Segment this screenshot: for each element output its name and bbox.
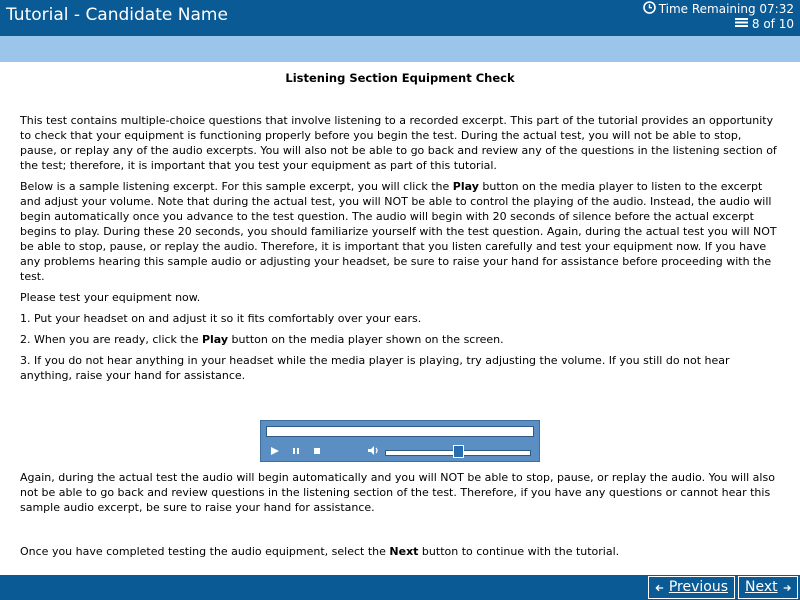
sample-text-play: Play (452, 180, 479, 193)
previous-button[interactable] (648, 576, 735, 599)
sample-text-c: button on the media player to listen to the excerpt and adjust your volume. Note that during the actual test, you will NOT be able to control the playing of the audio. Instead, the audio will begin automatically once you advance to the test question. The audio will begin with 20 seconds of silence before the actual excerpt begins to play. During these 20 seconds, you should familiarize yourself with the test question. Again, during the actual test you will NOT be able to stop, pause, or replay the audio. Therefore, it is important that you listen carefully and test your equipment now. If you have any problems hearing this sample audio or adjusting your headset, be sure to raise your hand for assistance before proceeding with the test. (20, 180, 777, 283)
header-bar (0, 0, 800, 36)
test-now-paragraph: Please test your equipment now. (20, 291, 201, 304)
app-title: Tutorial - Candidate Name (6, 5, 228, 25)
stop-button[interactable] (312, 446, 322, 459)
reminder-paragraph: Again, during the actual test the audio will begin automatically and you will NOT be able to stop, pause, or replay the audio. You will also not be able to go back and review questions in the listening section of the test. Therefore, if you have any questions or cannot hear this sample audio excerpt, be sure to raise your hand for assistance. (20, 471, 775, 514)
previous-label: Previous (668, 579, 728, 595)
pause-button[interactable] (291, 446, 301, 459)
step-1: 1. Put your headset on and adjust it so it fits comfortably over your ears. (20, 312, 422, 325)
questions-icon (734, 17, 749, 32)
time-remaining (643, 1, 794, 18)
toolbar-strip (0, 36, 800, 62)
question-counter-text: 8 of 10 (751, 17, 794, 31)
stop-icon (312, 446, 322, 456)
final-text-c: button to continue with the tutorial. (418, 545, 620, 558)
media-player (260, 420, 540, 462)
sample-paragraph (20, 179, 780, 284)
volume-icon (367, 445, 380, 459)
final-instruction (20, 544, 780, 559)
arrow-right-icon (783, 582, 791, 594)
time-remaining-text: Time Remaining 07:32 (658, 2, 794, 16)
volume-slider-thumb[interactable] (453, 445, 464, 458)
question-counter (734, 17, 794, 32)
step-2-text-a: 2. When you are ready, click the (20, 333, 202, 346)
next-button[interactable] (738, 576, 798, 599)
tutorial-content (20, 62, 780, 389)
step-2 (20, 332, 780, 347)
next-label: Next (745, 579, 778, 595)
intro-paragraph: This test contains multiple-choice questions that involve listening to a recorded excerpt. This part of the tutorial provides an opportunity to check that your equipment is functioning properly before you begin the test. During the actual test, you will not be able to stop, pause, or replay any of the audio excerpts. You will also not be able to go back and review any of the questions in the listening section of the test; therefore, it is important that you test your equipment as part of this tutorial. (20, 114, 777, 172)
play-icon (270, 446, 280, 456)
progress-bar[interactable] (266, 426, 534, 437)
arrow-left-icon (655, 582, 664, 594)
step-2-text-play: Play (201, 333, 229, 346)
page-title: Listening Section Equipment Check (285, 71, 515, 85)
pause-icon (291, 446, 301, 456)
footer-bar (0, 575, 800, 600)
step-2-text-c: button on the media player shown on the screen. (228, 333, 504, 346)
final-text-a: Once you have completed testing the audio equipment, select the (20, 545, 390, 558)
clock-icon (643, 1, 656, 18)
sample-text-a: Below is a sample listening excerpt. For this sample excerpt, you will click the (20, 180, 453, 193)
step-3: 3. If you do not hear anything in your headset while the media player is playing, try adjusting the volume. If you still do not hear anything, raise your hand for assistance. (20, 354, 730, 382)
final-text-next: Next (389, 545, 419, 558)
play-button[interactable] (270, 446, 280, 459)
